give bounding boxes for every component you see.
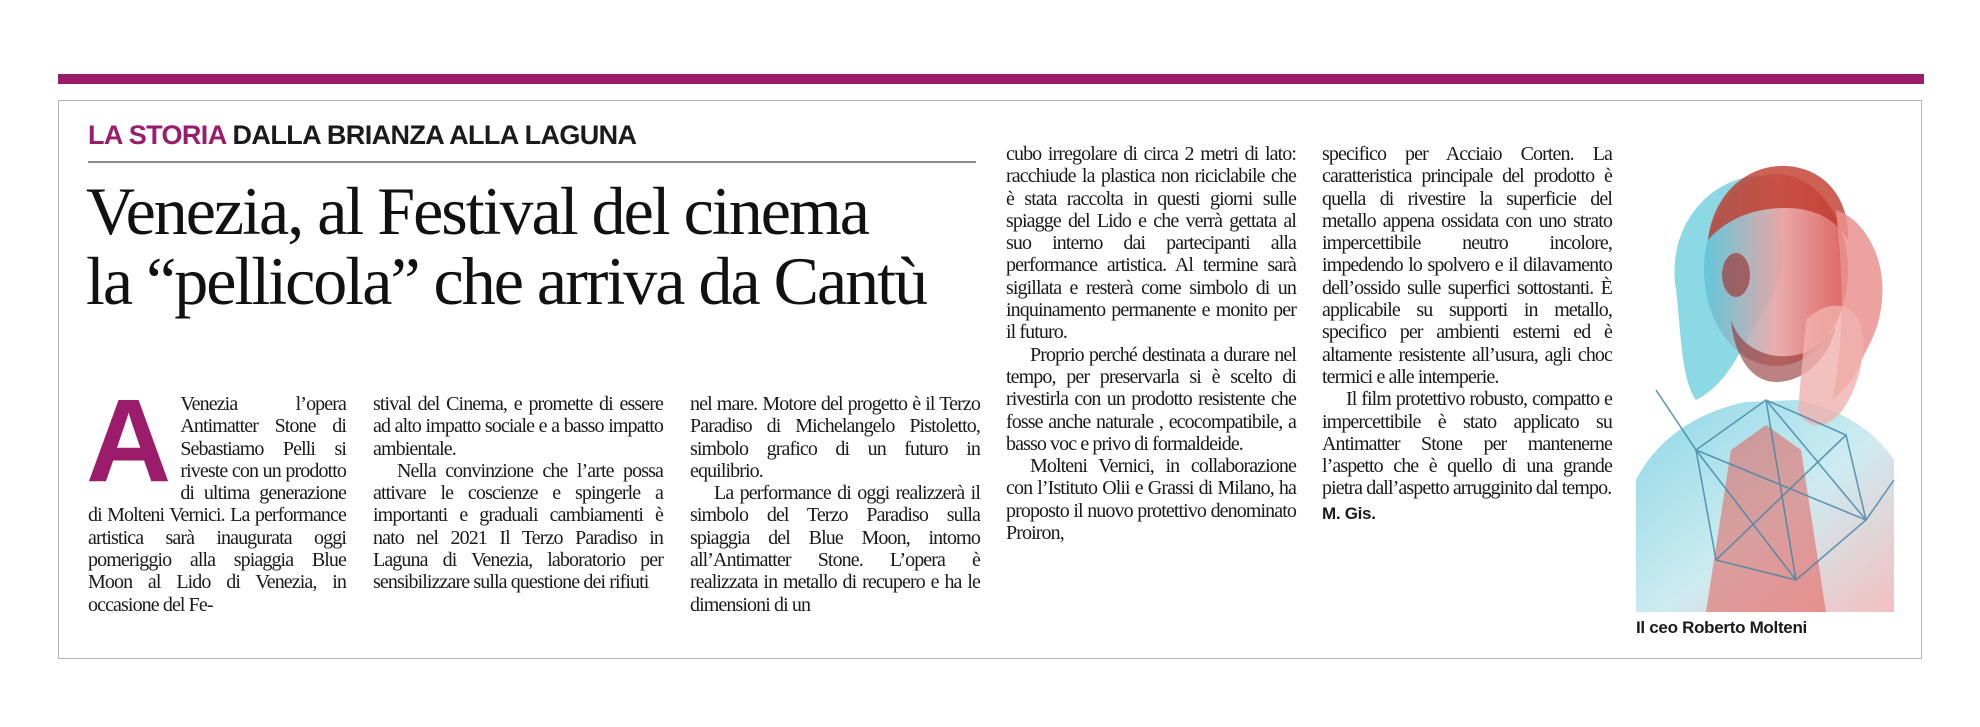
paragraph: cubo irregolare di circa 2 metri di lato: racchiude la plastica non riciclabile che è stata raccolta in questi giorni sulle spiagge del Lido e che verrà gettata al suo interno dai partecipanti alla performance artistica. Al termine sarà sigillata e resterà come simbolo di un inquinamento permanente e monito per il futuro.: [1006, 143, 1296, 344]
kicker-topic: DALLA BRIANZA ALLA LAGUNA: [232, 120, 637, 150]
author-signature: M. Gis.: [1322, 503, 1376, 523]
photo-caption: Il ceo Roberto Molteni: [1636, 618, 1807, 637]
paragraph: Molteni Vernici, in collaborazione con l’Istituto Olii e Grassi di Milano, ha proposto il nuovo protettivo denominato Proiron,: [1006, 455, 1296, 545]
paragraph-text: Venezia l’opera Antimatter Stone di Sebastiamo Pelli si riveste con un prodotto di ultima generazione di Molteni Vernici. La performance artistica sarà inaugurata oggi pomeriggio alla spiaggia Blue Moon al Lido di Venezia, in occasione del Fe-: [88, 393, 346, 616]
paragraph: La performance di oggi realizzerà il simbolo del Terzo Paradiso sulla spiaggia del Blue Moon, intorno all’Antimatter Stone. L’opera è realizzata in metallo di recupero e ha le dimensioni di un: [690, 482, 980, 616]
paragraph: specifico per Acciaio Corten. La caratteristica principale del prodotto è quella di rivestire la superficie del metallo appena ossidata con uno strato impercettibile neutro incolore, impedendo lo spolvero e il dilavamento dell’ossido sulle superfici sottostanti. È applicabile su supporti in metallo, specifico per ambienti esterni ed è altamente resistente all’usura, agli choc termici e alle intemperie.: [1322, 143, 1612, 388]
portrait-photo: [1636, 150, 1894, 612]
article-column-1: [86, 375, 346, 616]
paragraph: [86, 375, 346, 616]
kicker-divider: [88, 161, 976, 163]
top-accent-bar: [58, 74, 1924, 84]
article-column-3: [690, 393, 980, 616]
article-column-5: [1322, 143, 1612, 525]
paragraph: nel mare. Motore del progetto è il Terzo Paradiso di Michelangelo Pistoletto, simbolo grafico di un futuro in equilibrio.: [690, 393, 980, 482]
article-column-4: [1006, 143, 1296, 544]
drop-cap: A: [86, 375, 171, 507]
headline: [86, 173, 986, 319]
article-column-2: [373, 393, 663, 594]
paragraph: Nella convinzione che l’arte possa attivare le coscienze e spingerle a importanti e graduali cambiamenti è nato nel 2021 Il Terzo Paradiso in Laguna di Venezia, laboratorio per sensibilizzare sulla questione dei rifiuti: [373, 459, 663, 594]
kicker: [88, 120, 636, 151]
headline-line-2: la “pellicola” che arriva da Cantù: [86, 243, 927, 319]
headline-line-1: Venezia, al Festival del cinema: [86, 173, 868, 249]
paragraph: Proprio perché destinata a durare nel tempo, per preservarla si è scelto di rivestirla con un prodotto resistente che fosse anche naturale , ecocompatibile, a basso voc e privo di formaldeide.: [1006, 343, 1296, 455]
paragraph: stival del Cinema, e promette di essere ad alto impatto sociale e a basso impatto ambientale.: [373, 393, 663, 460]
kicker-label: LA STORIA: [88, 120, 226, 150]
portrait-illustration: [1636, 150, 1894, 612]
paragraph: Il film protettivo robusto, compatto e impercettibile è stato applicato su Antimatter Stone per mantenerne l’aspetto che è quello di una grande pietra dall’aspetto arrugginito dal tempo.: [1322, 388, 1612, 500]
